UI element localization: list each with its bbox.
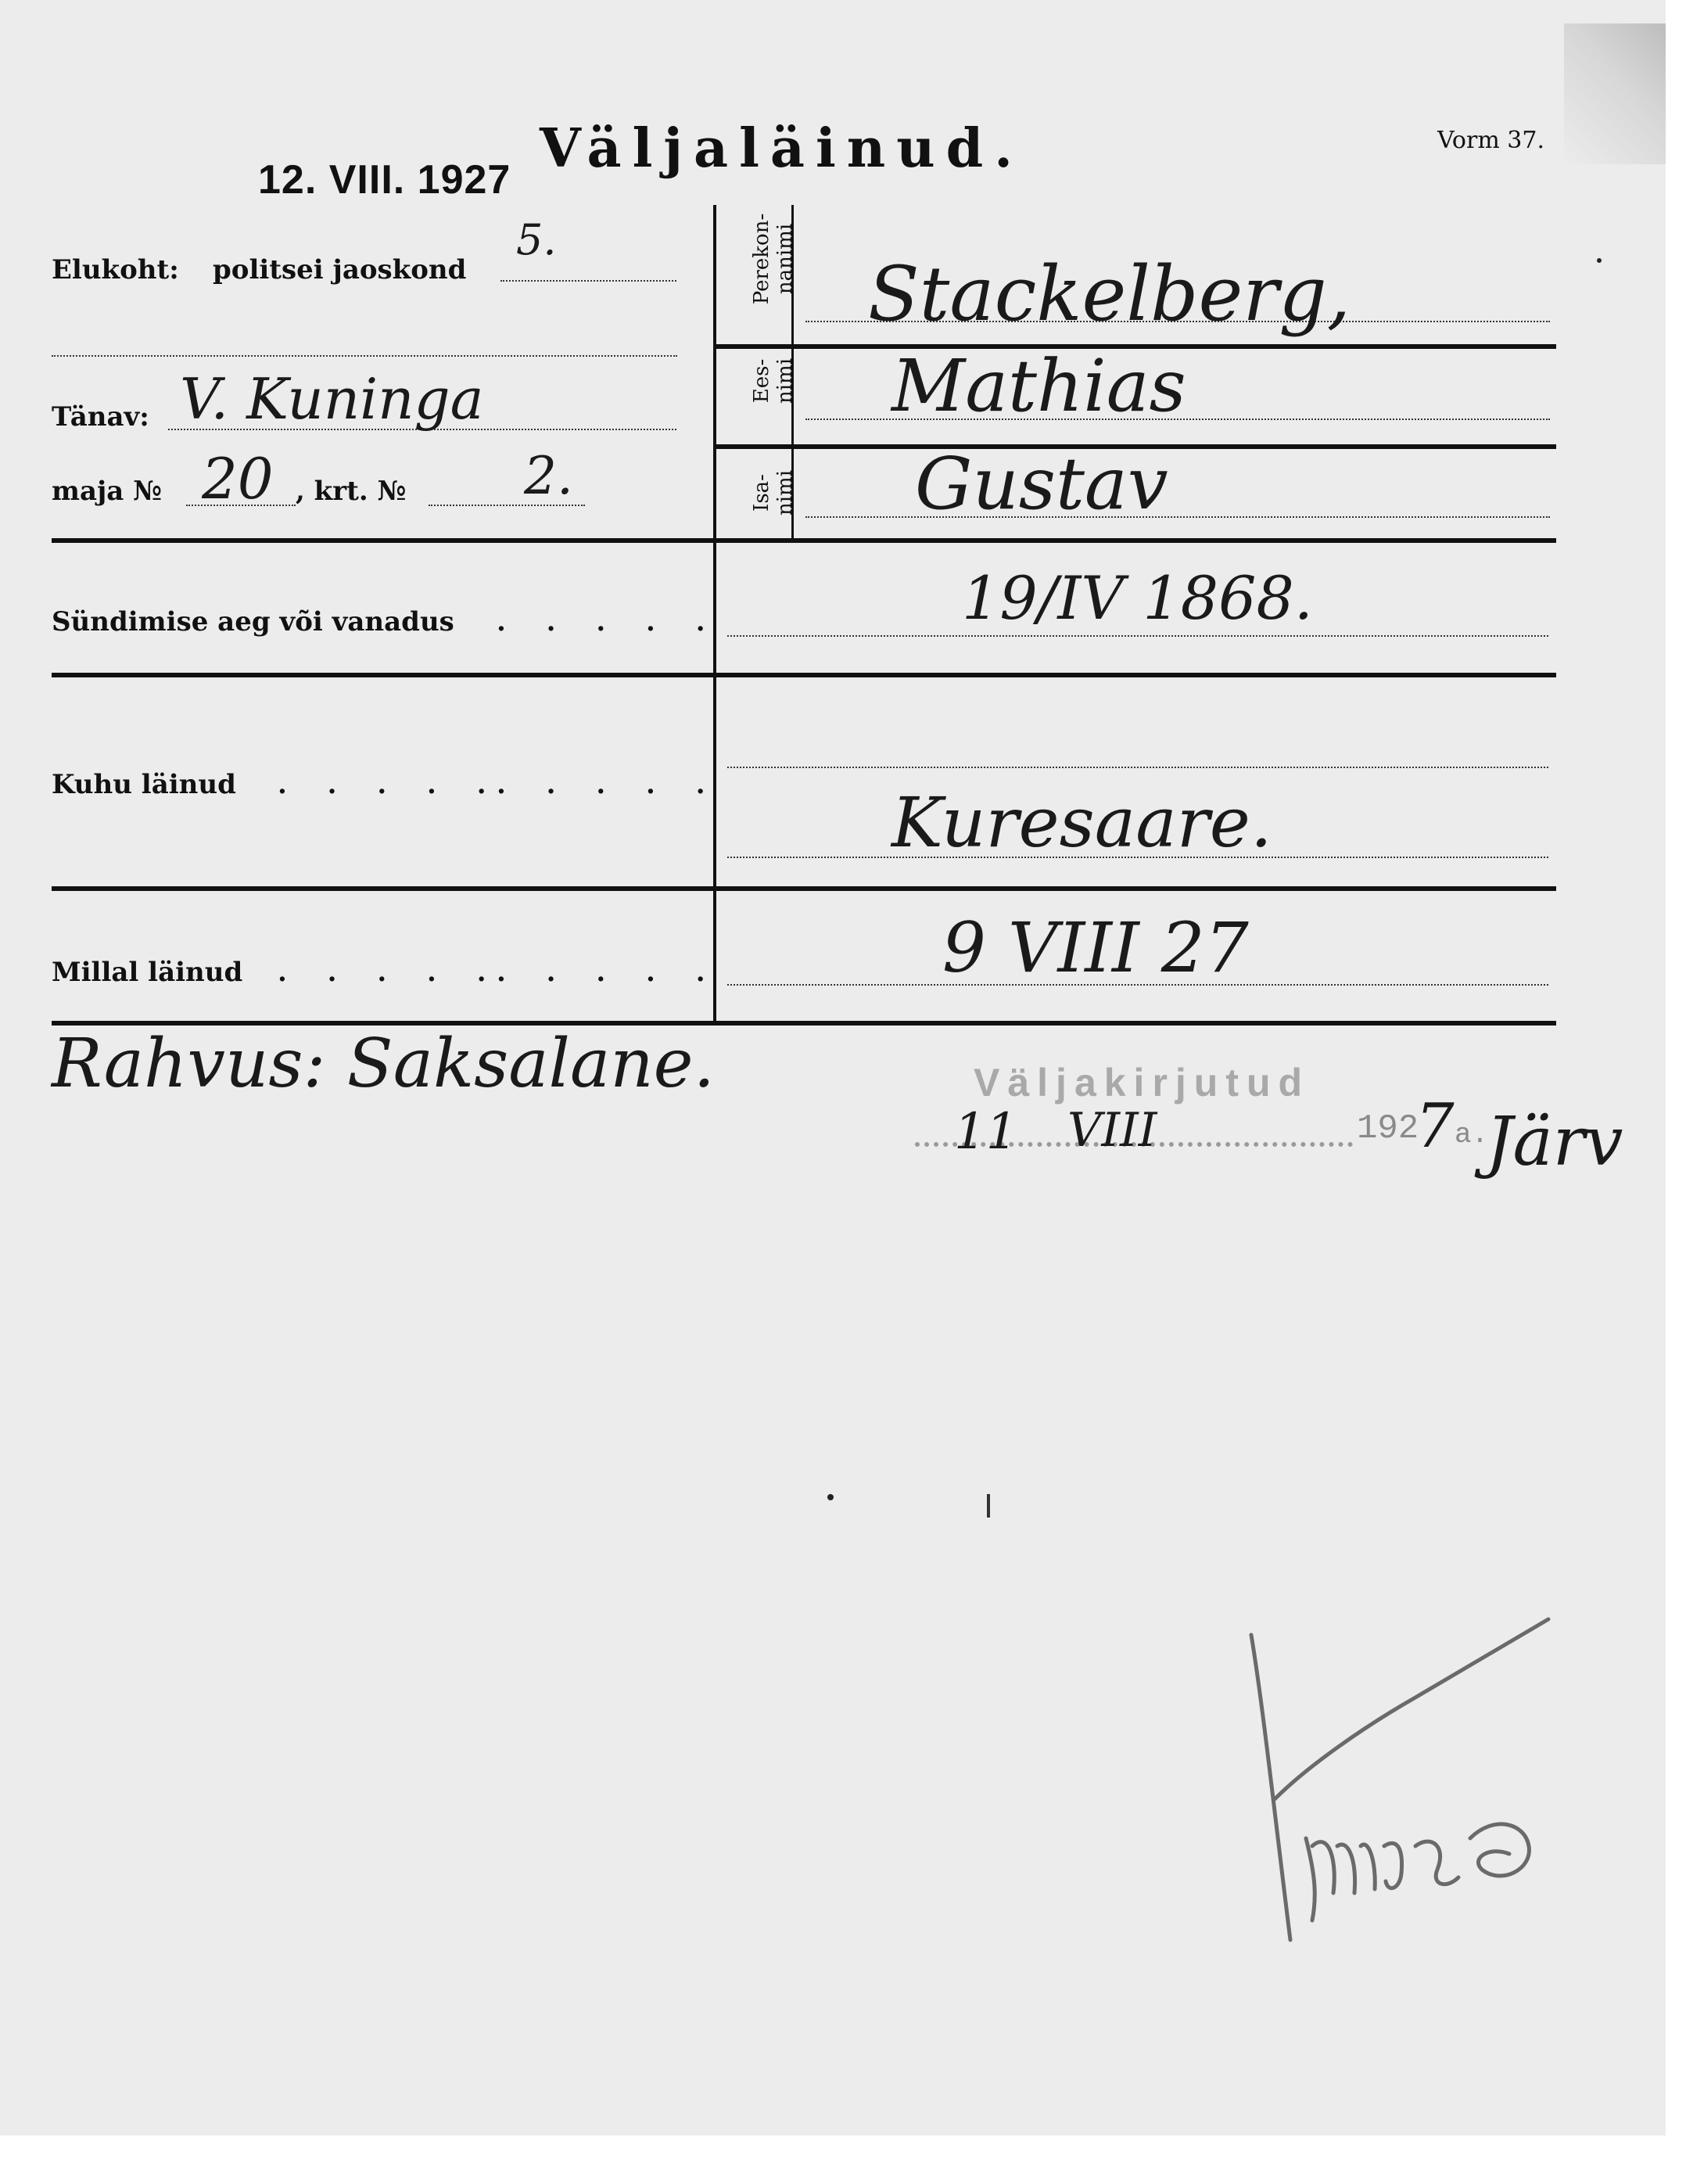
kuhu-value: Kuresaare. bbox=[891, 782, 1272, 863]
rahvus-note: Rahvus: Saksalane. bbox=[52, 1025, 715, 1103]
stamp-signature: Järv bbox=[1486, 1103, 1623, 1181]
millal-leader-1: . . . . . bbox=[278, 957, 502, 988]
krt-label: , krt. № bbox=[296, 476, 407, 507]
krt-value: 2. bbox=[524, 446, 573, 506]
speck bbox=[987, 1494, 990, 1518]
eesnimi-label: Ees- nimi bbox=[750, 357, 797, 404]
stamp-month: VIII bbox=[1067, 1103, 1157, 1158]
birth-line bbox=[727, 635, 1548, 637]
form-number: Vorm 37. bbox=[1437, 127, 1545, 154]
tanav-value: V. Kuninga bbox=[180, 366, 484, 432]
stamp-title: Väljakirjutud bbox=[974, 1061, 1311, 1105]
jaoskond-label: politsei jaoskond bbox=[213, 254, 467, 286]
perekonnanimi-label: Perekon- nanimi bbox=[750, 213, 797, 305]
jaoskond-line bbox=[500, 280, 676, 282]
millal-leader-2: . . . . . bbox=[497, 957, 721, 988]
elukoht-label: Elukoht: bbox=[52, 254, 179, 286]
kuhu-label: Kuhu läinud bbox=[52, 769, 236, 800]
maja-value: 20 bbox=[202, 446, 274, 512]
rule-4 bbox=[52, 673, 1556, 677]
kuhu-leader-2: . . . . . bbox=[497, 769, 721, 800]
tanav-label: Tänav: bbox=[52, 401, 149, 433]
birth-leader: . . . . . bbox=[497, 606, 721, 638]
jaoskond-value: 5. bbox=[516, 215, 557, 264]
stamp-day: 11 bbox=[954, 1103, 1018, 1161]
form-title: Väljaläinud. bbox=[540, 117, 1024, 180]
birth-label: Sündimise aeg või vanadus bbox=[52, 606, 454, 638]
rule-5 bbox=[52, 886, 1556, 891]
signature-scribble bbox=[1220, 1611, 1595, 1963]
kuhu-leader-1: . . . . . bbox=[278, 769, 502, 800]
kuhu-line-1 bbox=[727, 767, 1548, 768]
stamp-date: 12. VIII. 1927 bbox=[258, 157, 511, 203]
millal-label: Millal läinud bbox=[52, 957, 243, 988]
speck bbox=[827, 1494, 834, 1500]
stamp-year-digit: 7 bbox=[1415, 1091, 1455, 1162]
perekonnanimi-value: Stackelberg, bbox=[868, 250, 1351, 338]
rule-3 bbox=[52, 538, 1556, 543]
stamp-suffix: a. bbox=[1455, 1119, 1489, 1151]
elukoht-line-2 bbox=[52, 355, 677, 357]
isanimi-label: Isa- nimi bbox=[750, 469, 797, 516]
maja-label: maja № bbox=[52, 476, 163, 507]
millal-value: 9 VIII 27 bbox=[942, 907, 1249, 988]
birth-value: 19/IV 1868. bbox=[962, 563, 1313, 633]
eesnimi-value: Mathias bbox=[891, 344, 1186, 428]
speck bbox=[1597, 258, 1602, 263]
isanimi-value: Gustav bbox=[915, 442, 1168, 526]
corner-shadow bbox=[1564, 23, 1666, 164]
stamp-year-prefix: 192 bbox=[1357, 1109, 1419, 1148]
